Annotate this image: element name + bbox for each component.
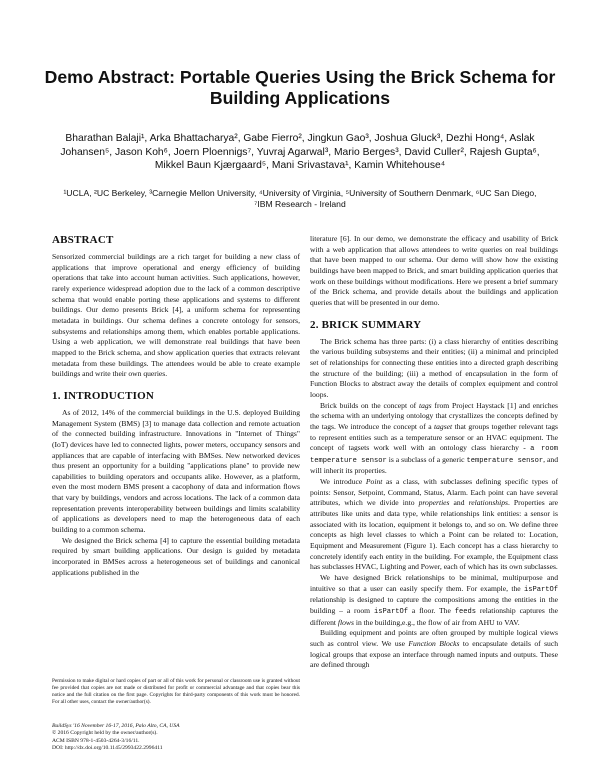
introduction-paragraph-2: We designed the Brick schema [4] to capture the essential building metadata required by smart building applications. Our design is guided by metadata incorporated in BMSes across a heterogeneous set of buildings and canonical applications published in the — [52, 535, 300, 577]
brick-paragraph-2: Brick builds on the concept of tags from Project Haystack [1] and enriches the schema with an underlying ontology that crystallizes the concepts defined by the tags. We introduce the concept of a tagset that groups together relevant tags to represent entities such as a temperature sensor or an HVAC equipment. The concept of tagsets work well with an ontology class hierarchy - a room temperature sensor is a subclass of a generic temperature sensor, and will inherit its properties. — [310, 400, 559, 476]
term-relationships: relationships — [468, 498, 508, 508]
brick-paragraph-3: We introduce Point as a class, with subclasses defining specific types of points: Sensor, Setpoint, Command, Status, Alarm. Each point can have several attributes, which we divide into properties and relationships. Properties are attributes like units and data type, while relationships link entities: a sensor is associated with its location, equipment it belongs to, and so on. We define three concepts as high level classes to which a Point can be related to: Location, Equipment and Measurement (Figure 1). Each concept has a class hierarchy to concretely identify each entity in the building. For example, the Equipment class has subclasses HVAC, Lighting and Power, each of which has its own subclasses. — [310, 477, 559, 572]
author-list: Bharathan Balaji¹, Arka Bhattacharya², Gabe Fierro², Jingkun Gao³, Joshua Gluck³, Dezhi Hong⁴, Aslak Johansen⁵, Jason Koh⁶, Joern Ploennigs⁷, Yuvraj Agarwal³, Mario Berges³, David Culler², Rajesh Gupta⁶, Mikkel Baun Kjærgaard⁵, Mani Srivastava¹, Kamin Whitehouse⁴ — [60, 133, 540, 172]
venue-line: BuildSys '16 November 16-17, 2016, Palo Alto, CA, USA — [52, 723, 180, 729]
brick-paragraph-5: Building equipment and points are often grouped by multiple logical views such as control view. We use Function Blocks to encapsulate details of such logical groups that expose an interface through named inputs and outputs. These are defined through — [310, 628, 558, 670]
term-tagset: tagset — [434, 421, 453, 431]
term-flows: flows — [337, 617, 354, 627]
term-properties: properties — [418, 498, 450, 508]
left-column — [52, 234, 300, 578]
isbn-line: ACM ISBN 978-1-4503-4264-3/16/11. — [52, 737, 140, 744]
permission-notice: Permission to make digital or hard copies of part or all of this work for personal or classroom use is granted without fee provided that copies are not made or distributed for profit or commercial advantage and that copies bear this notice and the full citation on the first page. Copyrights for third-party components of this work must be honored. For all other uses, contact the owner/author(s). — [52, 678, 300, 705]
introduction-paragraph-1: As of 2012, 14% of the commercial buildings in the U.S. deployed Building Management System (BMS) [3] to manage data collection and remote actuation of the connected building infrastructure. Innovations in "Internet of Things" (IoT) devices have led to connected lights, power meters, occupancy sensors and appliances that are capable of interfacing with BMSes. New networked devices thus present an opportunity for a building "applications plane" to provide new capabilities to building operators and occupants alike. However, as a platform, even the most modern BMS present a cacophony of data and information flows that vary by buildings, vendors and across locations. The lack of a common data representation prevents interoperability between buildings and limits scalability of applications as developers need to map the heterogeneous data of each building to a common schema. — [52, 407, 300, 535]
brick-paragraph-4: We have designed Brick relationships to be minimal, multipurpose and intuitive so that a user can easily specify them. For example, the isPartOf relationship is designed to capture the compositions among the entities in the building – a room isPartOf a floor. The feeds relationship captures the different flows in the building,e.g., the flow of air from AHU to VAV. — [310, 573, 558, 627]
publication-info — [52, 723, 300, 753]
introduction-heading: 1. INTRODUCTION — [52, 389, 155, 402]
doi-line: DOI: http://dx.doi.org/10.1145/2993422.2996411 — [52, 745, 163, 752]
paper-title: Demo Abstract: Portable Queries Using the Brick Schema for Building Applications — [44, 67, 556, 108]
code-feeds: feeds — [454, 608, 476, 616]
code-ispartof-2: isPartOf — [373, 608, 408, 616]
brick-summary-heading: 2. BRICK SUMMARY — [310, 318, 422, 331]
term-point: Point — [365, 477, 383, 487]
code-ispartof: isPartOf — [523, 585, 558, 594]
abstract-heading: ABSTRACT — [52, 234, 114, 246]
code-room-temperature-sensor: a room temperature sensor — [310, 445, 559, 465]
introduction-continued: literature [6]. In our demo, we demonstrate the efficacy and usability of Brick with a web application that allows attendees to write queries on real buildings that have been mapped to our schema. Our demo will show how the existing buildings have been mapped to Brick, and smart building application queries that work on these buildings without modifications. Here we present a brief summary of the Brick schema, and provide details about the buildings and application queries that will be presented in our demo. — [310, 234, 558, 307]
term-tags: tags — [418, 400, 432, 410]
affiliation-list: ¹UCLA, ²UC Berkeley, ³Carnegie Mellon University, ⁴University of Virginia, ⁵University of Southern Denmark, ⁶UC San Diego, ⁷IBM Research - Ireland — [63, 188, 537, 210]
code-temperature-sensor: temperature sensor — [466, 456, 544, 465]
brick-paragraph-1: The Brick schema has three parts: (i) a class hierarchy of entities describing the various building subsystems and their entities; (ii) a minimal and principled set of relationships for connecting these entities into a directed graph describing the structure of the building; (iii) a method of encapsulation in the form of Function Blocks to abstract away the details of complex equipment and control loops. — [310, 336, 558, 399]
term-function-blocks: Function Blocks — [408, 638, 460, 648]
right-column — [310, 234, 558, 671]
copyright-line: © 2016 Copyright held by the owner/author(s). — [52, 730, 158, 737]
abstract-text: Sensorized commercial buildings are a rich target for building a new class of applications that improve operational and energy efficiency of building operations that take into account human activities. Such applications, however, rarely experience widespread adoption due to the lack of a common descriptive schema that would enable porting these applications and systems to different buildings. Our demo presents Brick [4], a uniform schema for representing metadata in buildings. Our schema defines a concrete ontology for sensors, subsystems and relationships among them, which enables portable applications. Using a web application, we will demonstrate real buildings that have been mapped to the Brick schema, and show application queries that extracts relevant metadata from these buildings. The attendees would be able to create example buildings and write their own queries. — [52, 252, 300, 379]
